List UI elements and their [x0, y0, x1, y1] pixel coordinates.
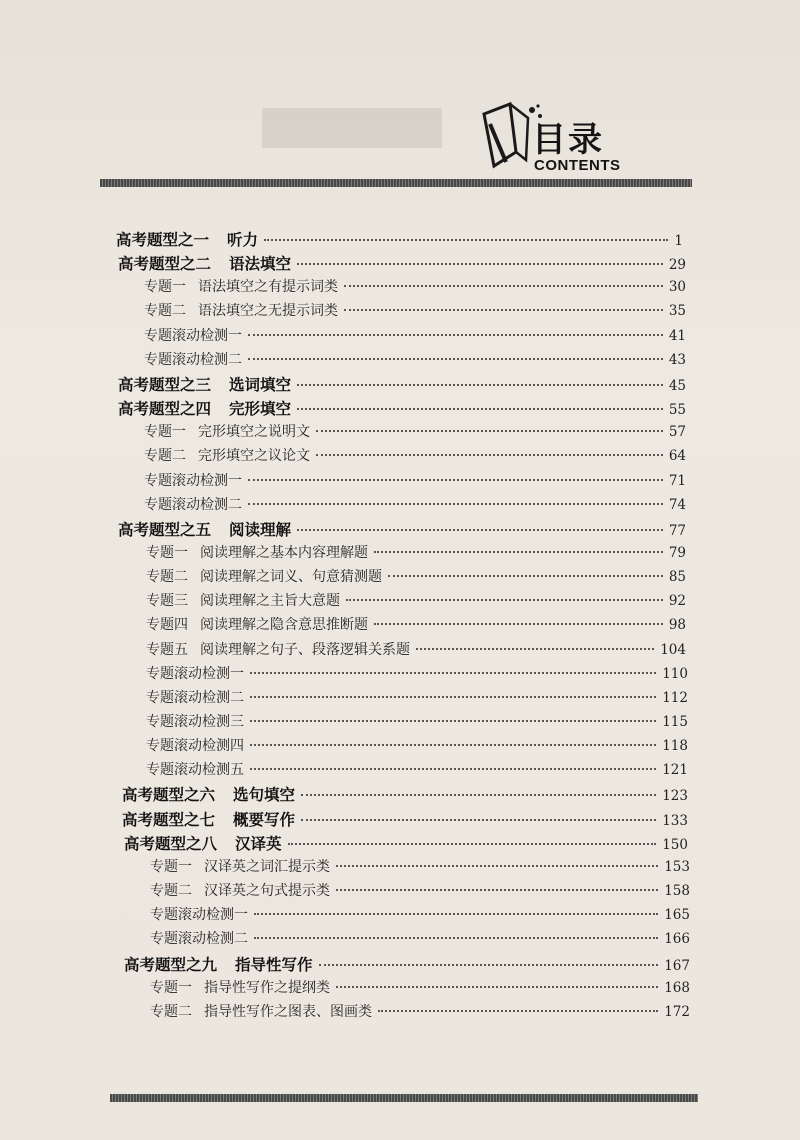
- toc-entry-page: 74: [668, 497, 686, 513]
- toc-entry[interactable]: [124, 832, 688, 856]
- toc-entry-label: [118, 518, 291, 540]
- toc-entry-label: [144, 494, 242, 514]
- toc-entry-part: 专题五: [146, 642, 188, 658]
- toc-entry[interactable]: [150, 856, 690, 880]
- toc-leader-dots: [301, 794, 656, 796]
- toc-entry-part: 专题三: [146, 593, 188, 609]
- toc-entry-title: 阅读理解: [229, 521, 292, 539]
- toc-entry-part: 高考题型之七: [122, 811, 216, 829]
- toc-entry-part: 专题滚动检测五: [146, 762, 244, 778]
- toc-entry-part: 专题一: [144, 424, 186, 440]
- toc-entry[interactable]: [146, 687, 688, 711]
- toc-entry-part: 高考题型之二: [118, 255, 212, 273]
- toc-entry[interactable]: [150, 880, 690, 904]
- toc-leader-dots: [264, 239, 668, 241]
- toc-entry-page: 110: [662, 666, 688, 682]
- toc-entry[interactable]: [144, 276, 686, 300]
- toc-entry-page: 43: [668, 352, 686, 368]
- toc-entry-page: 153: [664, 859, 690, 875]
- toc-entry-page: 35: [668, 303, 686, 319]
- toc-leader-dots: [344, 285, 663, 287]
- toc-entry-title: 汉译英: [235, 835, 282, 853]
- toc-entry-part: 专题一: [146, 545, 188, 561]
- toc-entry-page: 158: [664, 883, 690, 899]
- toc-entry[interactable]: [144, 421, 686, 445]
- toc-entry-title: 选句填空: [233, 786, 296, 804]
- toc-entry[interactable]: [146, 711, 688, 735]
- toc-entry[interactable]: [118, 252, 686, 276]
- toc-leader-dots: [316, 454, 663, 456]
- toc-leader-dots: [301, 819, 656, 821]
- toc-entry-page: 123: [662, 788, 688, 804]
- toc-entry-label: [124, 832, 282, 854]
- toc-entry[interactable]: [146, 566, 686, 590]
- toc-entry-title: 汉译英之词汇提示类: [204, 859, 330, 875]
- toc-entry-part: 专题滚动检测一: [144, 473, 242, 489]
- toc-leader-dots: [374, 623, 663, 625]
- toc-entry-label: [118, 397, 291, 419]
- toc-entry-label: [122, 808, 295, 830]
- toc-leader-dots: [297, 408, 663, 410]
- toc-entry-part: 专题滚动检测三: [146, 714, 244, 730]
- toc-entry[interactable]: [146, 735, 688, 759]
- toc-entry-label: [146, 639, 410, 659]
- toc-entry-page: 79: [668, 545, 686, 561]
- toc-leader-dots: [336, 865, 658, 867]
- toc-entry-page: 121: [662, 762, 688, 778]
- toc-entry-label: [146, 687, 244, 707]
- toc-entry-label: [144, 300, 338, 320]
- toc-entry-title: 指导性写作: [235, 956, 313, 974]
- toc-leader-dots: [336, 986, 658, 988]
- toc-entry[interactable]: [146, 590, 686, 614]
- toc-entry-part: 高考题型之九: [124, 956, 218, 974]
- page-title: 目录: [532, 120, 604, 160]
- toc-entry-part: 高考题型之六: [122, 786, 216, 804]
- toc-entry-title: 完形填空之说明文: [198, 424, 310, 440]
- toc-entry[interactable]: [144, 300, 686, 324]
- toc-entry-part: 专题滚动检测一: [146, 666, 244, 682]
- toc-entry-label: [144, 421, 310, 441]
- toc-entry-part: 专题二: [146, 569, 188, 585]
- toc-entry-title: 指导性写作之提纲类: [204, 980, 330, 996]
- toc-entry-label: [146, 566, 382, 586]
- toc-leader-dots: [297, 263, 663, 265]
- toc-entry-part: 专题一: [150, 980, 192, 996]
- toc-entry-part: 专题滚动检测二: [150, 931, 248, 947]
- toc-entry-title: 阅读理解之主旨大意题: [200, 593, 340, 609]
- toc-leader-dots: [346, 599, 663, 601]
- toc-entry-title: 语法填空之有提示词类: [198, 279, 338, 295]
- toc-leader-dots: [250, 720, 656, 722]
- toc-entry[interactable]: [146, 639, 686, 663]
- toc-leader-dots: [297, 529, 663, 531]
- toc-entry-page: 71: [668, 473, 686, 489]
- toc-entry-title: 阅读理解之词义、句意猜测题: [200, 569, 382, 585]
- toc-entry-page: 133: [662, 813, 688, 829]
- toc-entry-label: [146, 663, 244, 683]
- toc-entry-part: 专题二: [144, 448, 186, 464]
- toc-entry-page: 1: [674, 233, 683, 249]
- toc-entry-page: 30: [668, 279, 686, 295]
- toc-entry[interactable]: [150, 928, 690, 952]
- toc-entry-page: 172: [664, 1004, 690, 1020]
- toc-entry[interactable]: [146, 663, 688, 687]
- toc-entry-page: 45: [668, 378, 686, 394]
- toc-entry[interactable]: [118, 518, 686, 542]
- toc-leader-dots: [378, 1010, 658, 1012]
- toc-entry[interactable]: [146, 542, 686, 566]
- toc-entry-label: [144, 470, 242, 490]
- toc-entry-part: 专题滚动检测一: [144, 328, 242, 344]
- toc-leader-dots: [250, 768, 656, 770]
- toc-entry-title: 阅读理解之隐含意思推断题: [200, 617, 368, 633]
- toc-entry-label: [150, 880, 330, 900]
- toc-entry-label: [122, 783, 295, 805]
- toc-entry-title: 完形填空: [229, 400, 292, 418]
- toc-entry[interactable]: [124, 953, 690, 977]
- toc-leader-dots: [319, 964, 659, 966]
- toc-entry-part: 高考题型之五: [118, 521, 212, 539]
- toc-leader-dots: [336, 889, 658, 891]
- toc-entry-label: [118, 252, 291, 274]
- toc-entry[interactable]: [146, 759, 688, 783]
- toc-entry-page: 165: [664, 907, 690, 923]
- top-divider: [100, 179, 692, 187]
- toc-entry-label: [150, 977, 330, 997]
- toc-entry-title: 听力: [227, 231, 259, 249]
- toc-entry-label: [144, 325, 242, 345]
- toc-entry-page: 118: [662, 738, 688, 754]
- toc-leader-dots: [250, 744, 656, 746]
- toc-entry-part: 专题滚动检测二: [144, 497, 242, 513]
- bottom-divider: [110, 1094, 698, 1102]
- toc-entry-label: [150, 856, 330, 876]
- page-subtitle: CONTENTS: [534, 157, 621, 174]
- toc-entry-title: 概要写作: [233, 811, 296, 829]
- toc-entry-page: 29: [668, 257, 686, 273]
- toc-entry-title: 汉译英之句式提示类: [204, 883, 330, 899]
- toc-entry-part: 专题一: [144, 279, 186, 295]
- toc-entry[interactable]: [144, 445, 686, 469]
- toc-entry[interactable]: [144, 494, 686, 518]
- toc-leader-dots: [288, 843, 657, 845]
- toc-leader-dots: [344, 309, 663, 311]
- toc-entry[interactable]: [150, 1001, 690, 1025]
- toc-entry[interactable]: [150, 904, 690, 928]
- toc-entry-page: 168: [664, 980, 690, 996]
- toc-entry-title: 完形填空之议论文: [198, 448, 310, 464]
- toc-entry-page: 64: [668, 448, 686, 464]
- toc-entry-label: [146, 590, 340, 610]
- toc-entry-title: 语法填空之无提示词类: [198, 303, 338, 319]
- toc-entry-page: 166: [664, 931, 690, 947]
- toc-leader-dots: [254, 913, 658, 915]
- toc-entry[interactable]: [144, 470, 686, 494]
- toc-entry-label: [150, 904, 248, 924]
- toc-entry-title: 语法填空: [229, 255, 292, 273]
- toc-leader-dots: [248, 334, 663, 336]
- toc-entry-part: 高考题型之四: [118, 400, 212, 418]
- toc-entry-label: [146, 711, 244, 731]
- toc-leader-dots: [254, 937, 658, 939]
- toc-entry[interactable]: [116, 228, 683, 252]
- toc-entry[interactable]: [144, 349, 686, 373]
- toc-entry-page: 77: [668, 523, 686, 539]
- toc-entry-label: [146, 759, 244, 779]
- toc-entry-part: 专题滚动检测四: [146, 738, 244, 754]
- toc-entry-label: [144, 445, 310, 465]
- toc-entry[interactable]: [118, 373, 686, 397]
- toc-entry-page: 41: [668, 328, 686, 344]
- toc-entry-label: [118, 373, 291, 395]
- toc-entry-page: 92: [668, 593, 686, 609]
- toc-entry-part: 专题二: [150, 883, 192, 899]
- toc-entry-page: 112: [662, 690, 688, 706]
- toc-entry-part: 专题滚动检测二: [146, 690, 244, 706]
- toc-leader-dots: [250, 696, 656, 698]
- toc-entry-page: 57: [668, 424, 686, 440]
- toc-entry-part: 专题二: [144, 303, 186, 319]
- toc-entry-page: 104: [660, 642, 686, 658]
- toc-entry[interactable]: [122, 808, 688, 832]
- toc-entry-label: [146, 542, 368, 562]
- toc-entry-part: 专题滚动检测一: [150, 907, 248, 923]
- toc-entry-label: [150, 1001, 372, 1021]
- toc-entry[interactable]: [146, 614, 686, 638]
- toc-entry-part: 专题二: [150, 1004, 192, 1020]
- toc-entry-label: [146, 614, 368, 634]
- toc-entry-part: 高考题型之一: [116, 231, 210, 249]
- toc-entry-page: 150: [662, 837, 688, 853]
- toc-entry-page: 85: [668, 569, 686, 585]
- toc-entry-page: 167: [664, 958, 690, 974]
- toc-entry-title: 指导性写作之图表、图画类: [204, 1004, 372, 1020]
- toc-leader-dots: [416, 648, 654, 650]
- toc-leader-dots: [248, 503, 663, 505]
- toc-entry-label: [144, 276, 338, 296]
- faded-header-box: [262, 108, 442, 148]
- toc-entry[interactable]: [118, 397, 686, 421]
- toc-entry-page: 115: [662, 714, 688, 730]
- toc-entry-label: [124, 953, 313, 975]
- toc-entry-part: 专题四: [146, 617, 188, 633]
- toc-leader-dots: [316, 430, 663, 432]
- toc-leader-dots: [374, 551, 663, 553]
- toc-entry[interactable]: [144, 325, 686, 349]
- toc-entry-part: 专题滚动检测二: [144, 352, 242, 368]
- toc-entry-part: 专题一: [150, 859, 192, 875]
- toc-leader-dots: [250, 672, 656, 674]
- toc-entry-title: 阅读理解之基本内容理解题: [200, 545, 368, 561]
- toc-entry[interactable]: [150, 977, 690, 1001]
- toc-entry-page: 55: [668, 402, 686, 418]
- toc-leader-dots: [248, 358, 663, 360]
- toc-entry-label: [146, 735, 244, 755]
- toc-entry-part: 高考题型之三: [118, 376, 212, 394]
- toc-entry-title: 选词填空: [229, 376, 292, 394]
- toc-entry-label: [116, 228, 258, 250]
- toc-leader-dots: [297, 384, 663, 386]
- toc-entry-label: [144, 349, 242, 369]
- toc-leader-dots: [388, 575, 663, 577]
- toc-leader-dots: [248, 479, 663, 481]
- toc-entry-part: 高考题型之八: [124, 835, 218, 853]
- toc-entry[interactable]: [122, 783, 688, 807]
- toc-entry-title: 阅读理解之句子、段落逻辑关系题: [200, 642, 410, 658]
- toc-entry-page: 98: [668, 617, 686, 633]
- toc-entry-label: [150, 928, 248, 948]
